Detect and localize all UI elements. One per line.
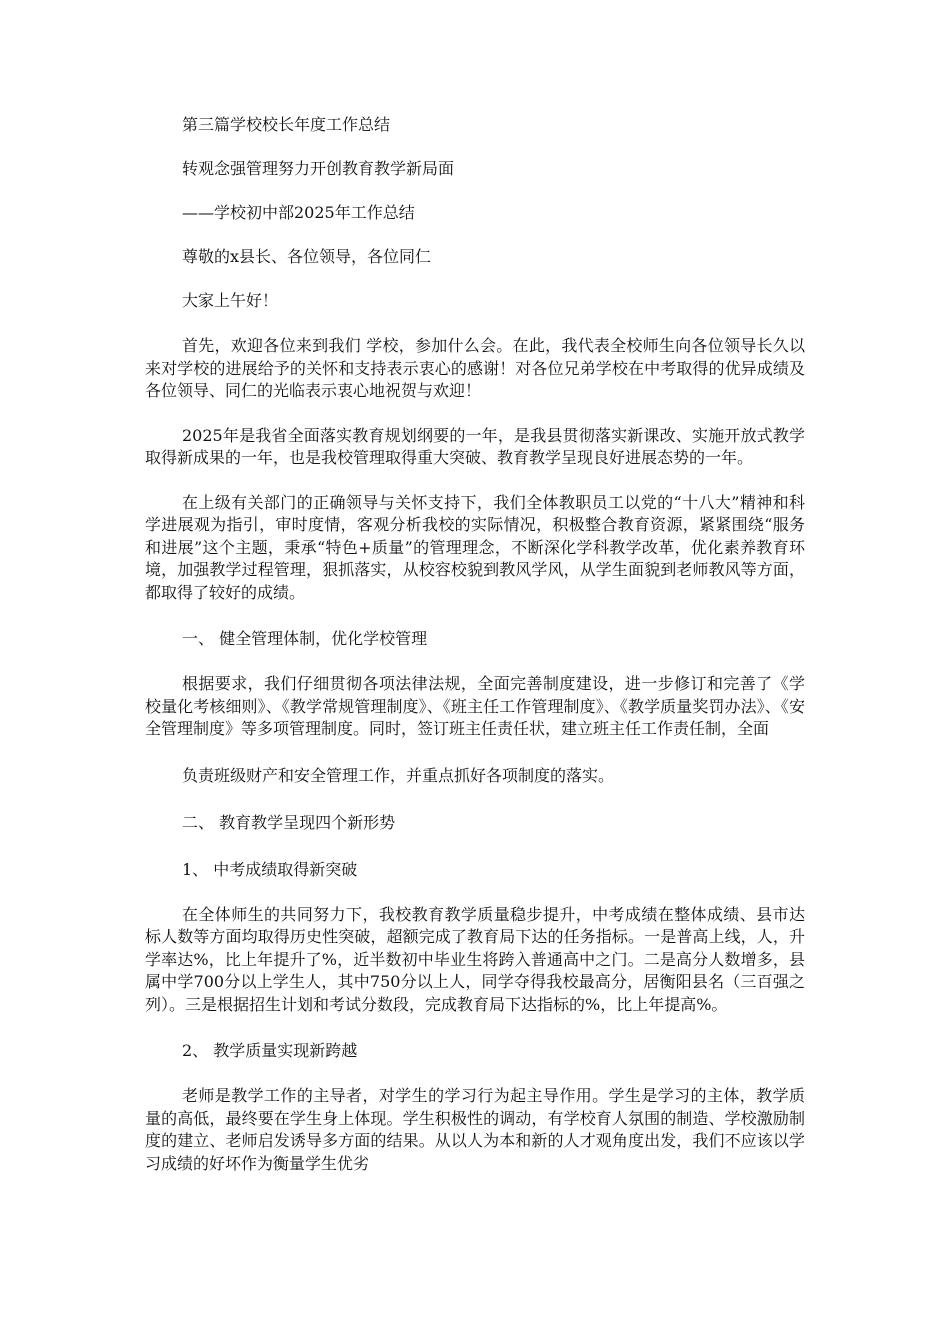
section-heading-teaching: 二、 教育教学呈现四个新形势 xyxy=(182,812,396,832)
paragraph-teaching-quality: 老师是教学工作的主导者，对学生的学习行为起主导作用。学生是学习的主体，教学质量的高低，最终要在学生身上体现。学生积极性的调动，有学校育人氛围的制造、学校激励制度的建立、老师启发诱导多方面的结果。从以人为本和新的人才观角度出发，我们不应该以学习成绩的好坏作为衡量学生优劣 xyxy=(145,1086,805,1173)
salutation: 尊敬的x县长、各位领导，各位同仁 xyxy=(182,247,432,266)
paragraph-management: 根据要求，我们仔细贯彻各项法律法规，全面完善制度建设，进一步修订和完善了《学校量化考核细则》、《教学常规管理制度》、《班主任工作管理制度》、《教学质量奖罚办法》、《安全管理制度》等多项管理制度。同时，签订班主任责任状，建立班主任工作责任制，全面 xyxy=(145,674,805,738)
paragraph-welcome: 首先，欢迎各位来到我们 学校，参加什么会。在此，我代表全校师生向各位领导长久以来对学校的进展给予的关怀和支持表示衷心的感谢！对各位兄弟学校在中考取得的优异成绩及各位领导、同仁的光临表示衷心地祝贺与欢迎！ xyxy=(145,336,805,400)
subsection-heading-exam: 1、 中考成绩取得新突破 xyxy=(182,859,358,879)
document-byline: ——学校初中部2025年工作总结 xyxy=(182,203,415,222)
paragraph-exam-results: 在全体师生的共同努力下，我校教育教学质量稳步提升，中考成绩在整体成绩、县市达标人数等方面均取得历史性突破，超额完成了教育局下达的任务指标。一是普高上线，人，升学率达%，比上年提升了%，近半数初中毕业生将跨入普通高中之门。二是高分人数增多，县属中学700分以上学生人，其中750分以上人，同学夺得我校最高分，居衡阳县名（三百强之列）。三是根据招生计划和考试分数段，完成教育局下达指标的%，比上年提高%。 xyxy=(145,904,805,1014)
document-title: 第三篇学校校长年度工作总结 xyxy=(182,115,391,134)
greeting: 大家上午好！ xyxy=(182,291,279,310)
section-heading-management: 一、 健全管理体制，优化学校管理 xyxy=(182,629,428,648)
subsection-heading-quality: 2、 教学质量实现新跨越 xyxy=(182,1041,358,1060)
document-subtitle: 转观念强管理努力开创教育教学新局面 xyxy=(182,159,455,178)
paragraph-year-summary: 2025年是我省全面落实教育规划纲要的一年，是我县贯彻落实新课改、实施开放式教学取得新成果的一年，也是我校管理取得重大突破、教育教学呈现良好进展态势的一年。 xyxy=(145,425,805,467)
document-body xyxy=(145,112,805,1175)
paragraph-management-continued: 负责班级财产和安全管理工作，并重点抓好各项制度的落实。 xyxy=(182,765,615,785)
paragraph-achievements: 在上级有关部门的正确领导与关怀支持下，我们全体教职员工以党的“十八大”精神和科学进展观为指引，审时度情，客观分析我校的实际情况，积极整合教育资源，紧紧围绕“服务和进展”这个主题，秉承“特色+质量”的管理理念，不断深化学科教学改革，优化素养教育环境，加强教学过程管理，狠抓落实，从校容校貌到教风学风，从学生面貌到老师教风等方面，都取得了较好的成绩。 xyxy=(145,492,805,602)
